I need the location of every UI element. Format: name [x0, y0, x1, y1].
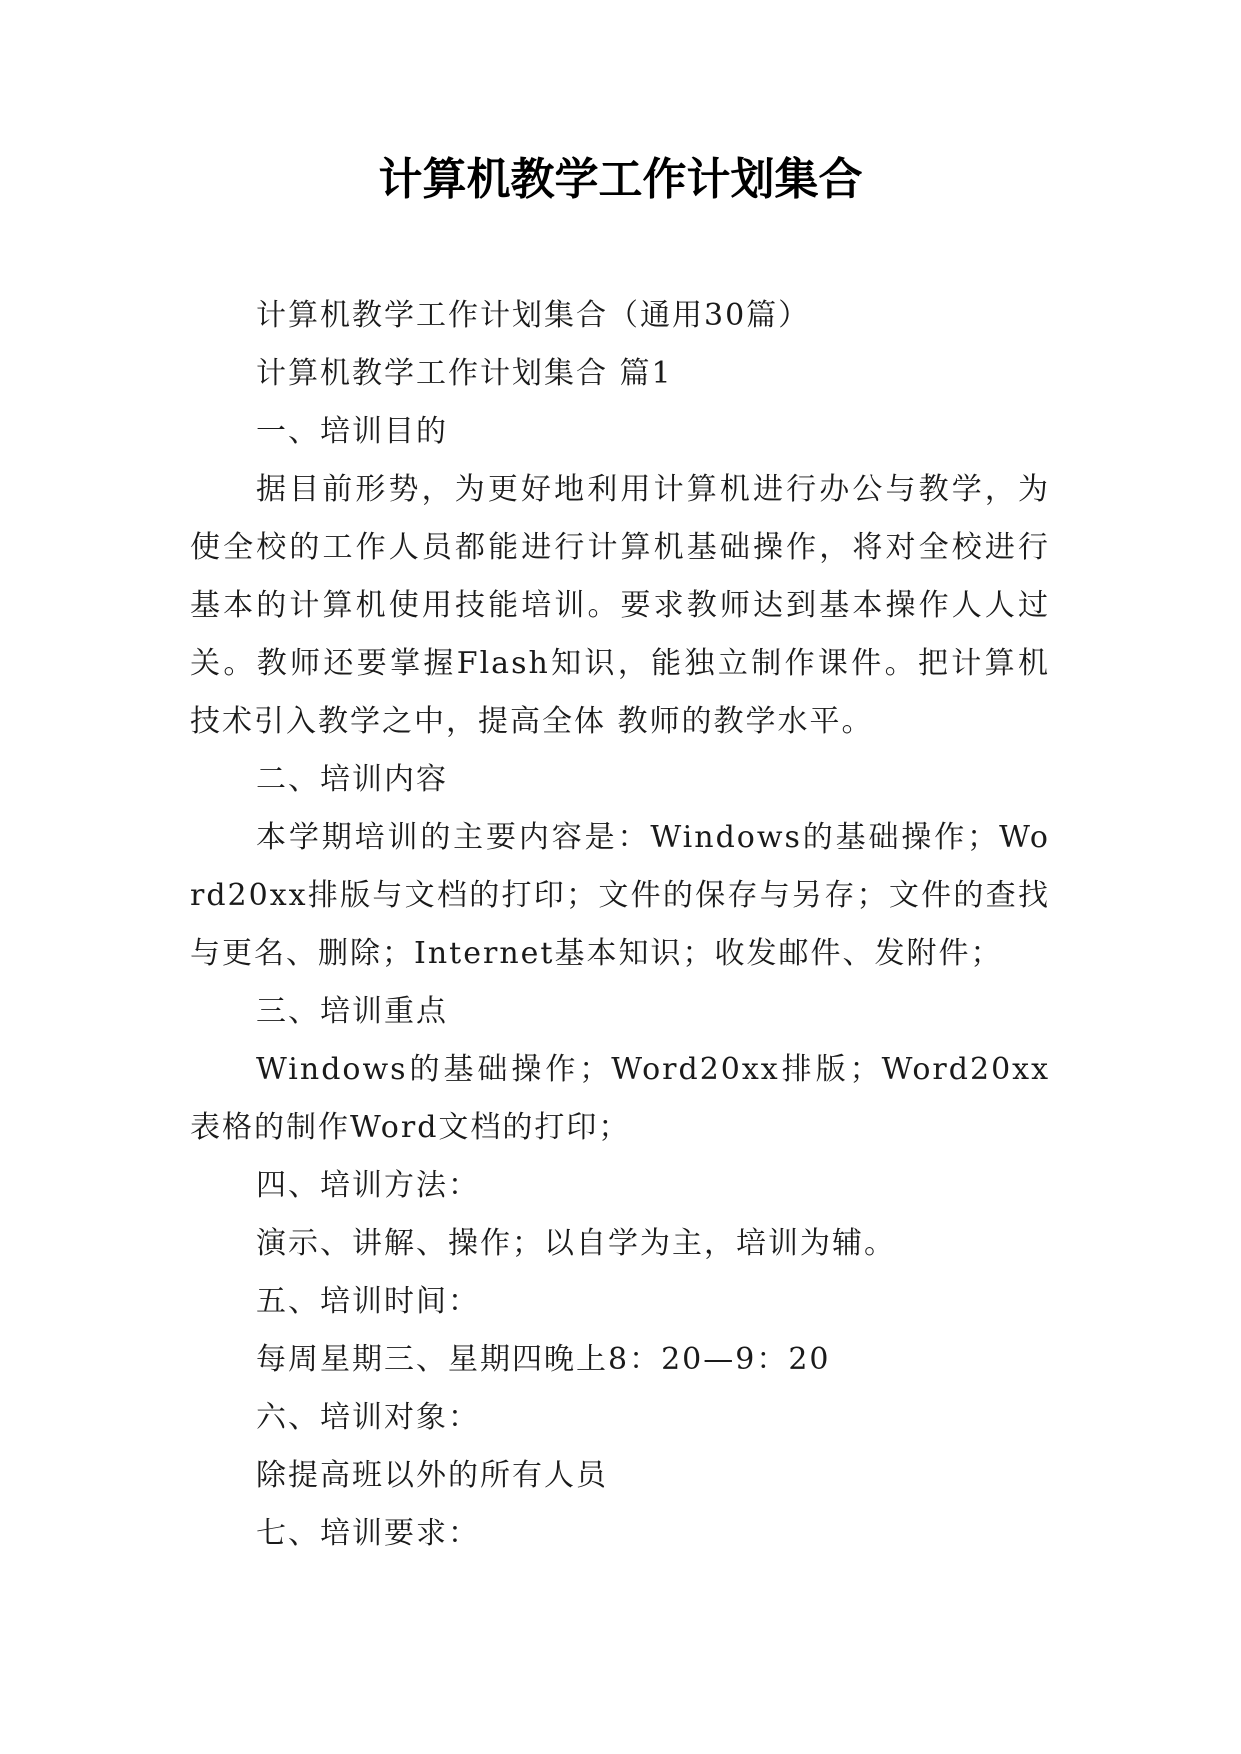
paragraph-training-method: 演示、讲解、操作；以自学为主，培训为辅。 — [256, 1226, 896, 1261]
section-heading-part-1: 计算机教学工作计划集合 篇1 — [256, 356, 673, 391]
heading-training-target: 六、培训对象： — [256, 1400, 480, 1435]
paragraph-training-purpose: 据目前形势，为更好地利用计算机进行办公与教学，为使全校的工作人员都能进行计算机基础操作，将对全校进行基本的计算机使用技能培训。要求教师达到基本操作人人过关。教师还要掌握Flash知识，能独立制作课件。把计算机技术引入教学之中，提高全体 教师的教学水平。 — [190, 472, 1050, 739]
heading-training-time: 五、培训时间： — [256, 1284, 480, 1319]
heading-training-focus: 三、培训重点 — [256, 994, 448, 1029]
heading-training-content: 二、培训内容 — [256, 762, 448, 797]
subtitle-line: 计算机教学工作计划集合（通用30篇） — [256, 298, 811, 333]
paragraph-training-target: 除提高班以外的所有人员 — [256, 1458, 608, 1493]
paragraph-training-content: 本学期培训的主要内容是：Windows的基础操作；Word20xx排版与文档的打印；文件的保存与另存；文件的查找与更名、删除；Internet基本知识；收发邮件、发附件； — [190, 820, 1050, 971]
heading-training-method: 四、培训方法： — [256, 1168, 480, 1203]
heading-training-purpose: 一、培训目的 — [256, 414, 448, 449]
document-body — [190, 287, 1050, 1563]
paragraph-training-focus: Windows的基础操作；Word20xx排版；Word20xx表格的制作Word文档的打印； — [190, 1052, 1050, 1145]
paragraph-training-time: 每周星期三、星期四晚上8：20—9：20 — [256, 1342, 831, 1377]
document-title: 计算机教学工作计划集合 — [378, 154, 863, 205]
heading-training-requirements: 七、培训要求： — [256, 1516, 480, 1551]
